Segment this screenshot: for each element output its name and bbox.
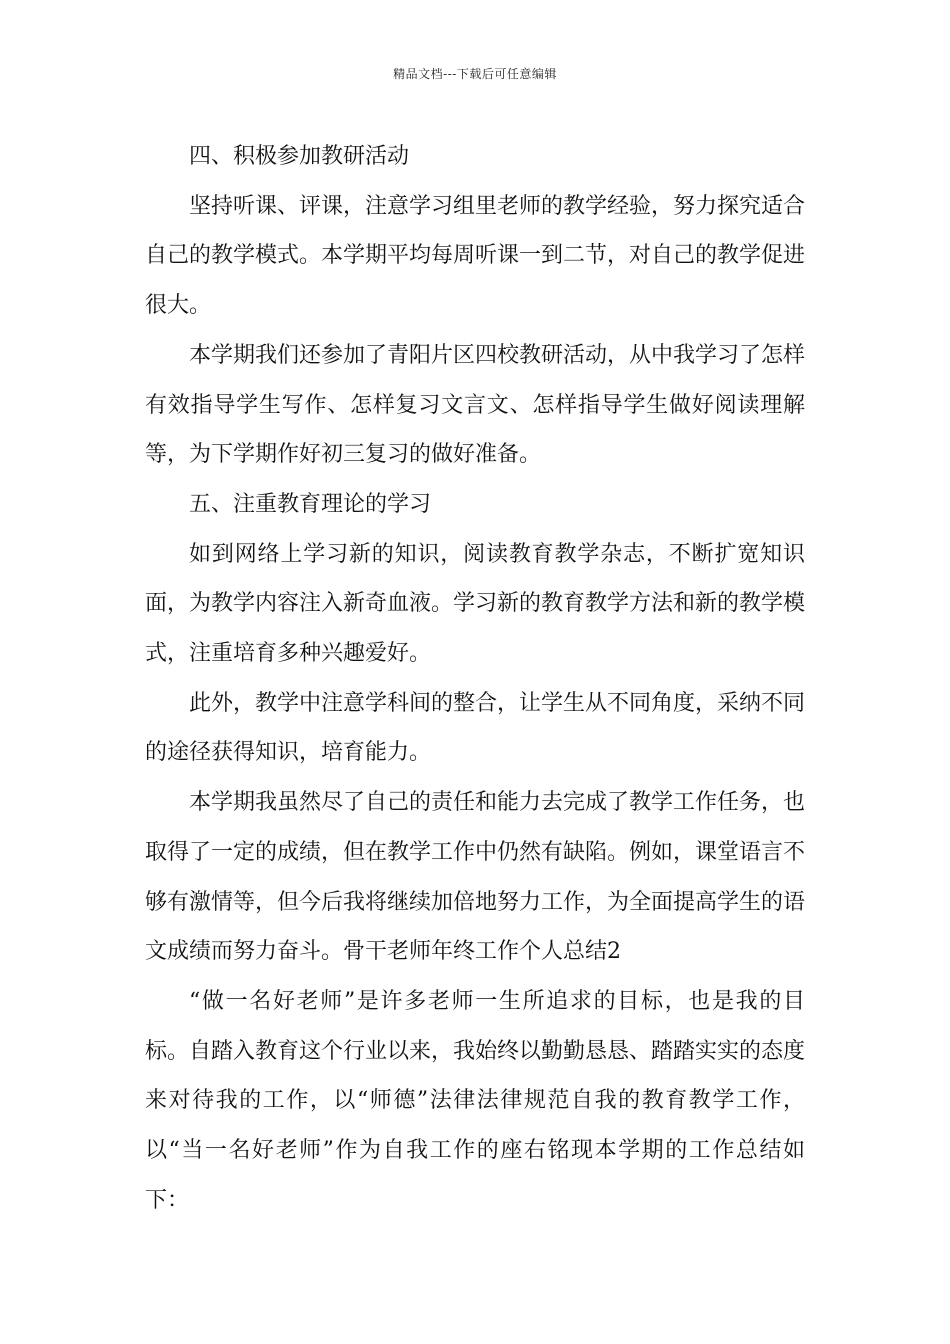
section-heading-theory: 五、注重教育理论的学习 xyxy=(189,491,432,517)
paragraph-observe-lessons: 坚持听课、评课，注意学习组里老师的教学经验，努力探究适合自己的教学模式。本学期平均每周听课一到二节，对自己的教学促进很大。 xyxy=(145,193,806,319)
paragraph-research-activity: 本学期我们还参加了青阳片区四校教研活动，从中我学习了怎样有效指导学生写作、怎样复习文言文、怎样指导学生做好阅读理解等，为下学期作好初三复习的做好准备。 xyxy=(145,342,806,468)
paragraph-good-teacher: “做一名好老师”是许多老师一生所追求的目标，也是我的目标。自踏入教育这个行业以来，我始终以勤勤恳恳、踏踏实实的态度来对待我的工作，以“师德”法律法律规范自我的教育教学工作，以“当一名好老师”作为自我工作的座右铭现本学期的工作总结如下： xyxy=(145,988,806,1213)
paragraph-integration: 此外，教学中注意学科间的整合，让学生从不同角度，采纳不同的途径获得知识，培育能力。 xyxy=(145,690,806,766)
page-header: 精品文档---下载后可任意编辑 xyxy=(393,67,557,81)
section-heading-research: 四、积极参加教研活动 xyxy=(189,144,410,169)
document-body xyxy=(145,132,805,1225)
paragraph-summary: 本学期我虽然尽了自己的责任和能力去完成了教学工作任务，也取得了一定的成绩，但在教学工作中仍然有缺陷。例如，课堂语言不够有激情等，但今后我将继续加倍地努力工作，为全面提高学生的语文成绩而努力奋斗。骨干老师年终工作个人总结2 xyxy=(145,790,806,965)
paragraph-online-learning: 如到网络上学习新的知识，阅读教育教学杂志，不断扩宽知识面，为教学内容注入新奇血液。学习新的教育教学方法和新的教学模式，注重培育多种兴趣爱好。 xyxy=(145,541,806,667)
